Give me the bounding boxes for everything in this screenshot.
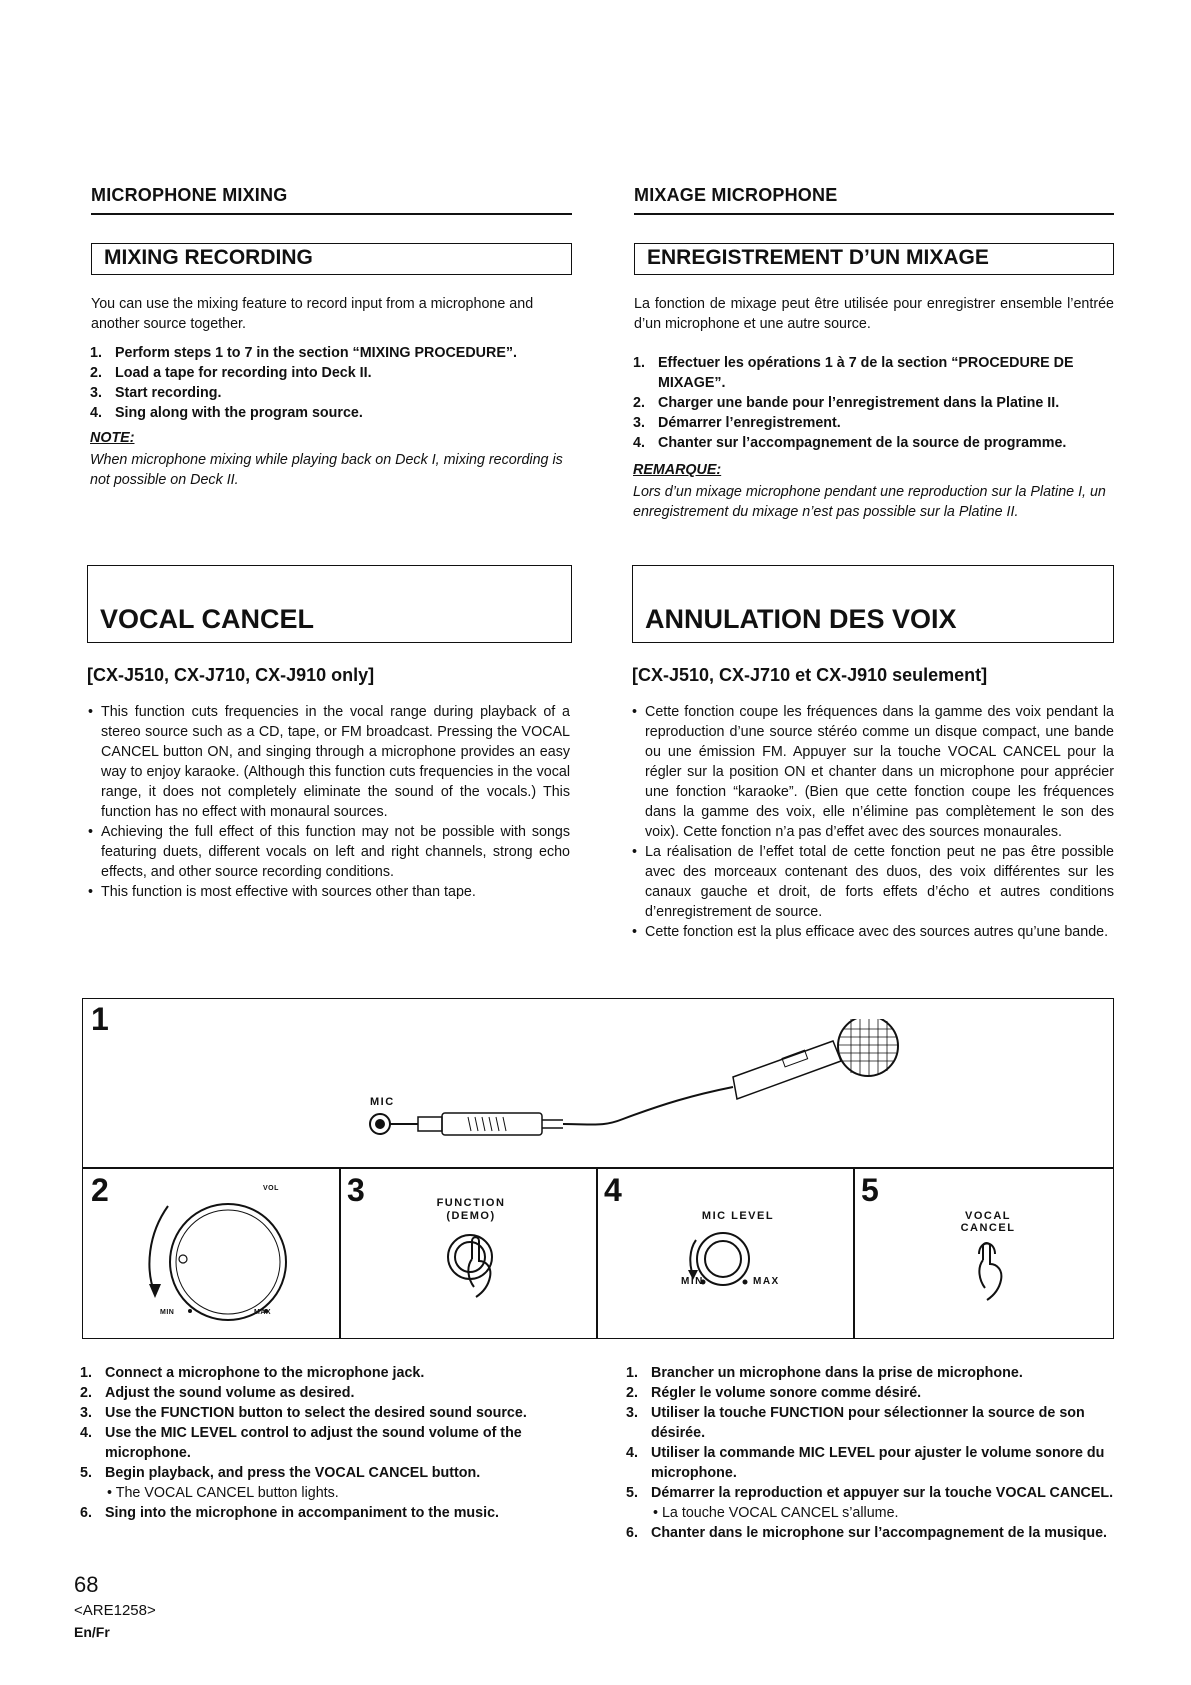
- vocal-cancel-bullets: [88, 702, 570, 902]
- list-item: 2. Charger une bande pour l’enregistrement dans la Platine II.: [633, 395, 1060, 411]
- list-item: 5. Begin playback, and press the VOCAL CANCEL button. • The VOCAL CANCEL button lights.: [80, 1465, 481, 1501]
- list-item: 4. Utiliser la commande MIC LEVEL pour ajuster le volume sonore du microphone.: [626, 1445, 1105, 1481]
- mixage-steps: [633, 353, 1115, 453]
- vocal-cancel-header: [87, 565, 572, 643]
- step-number: 2: [91, 1172, 109, 1208]
- intro-text: La fonction de mixage peut être utilisée pour enregistrer ensemble l’entrée d’un microphone et une autre source.: [634, 296, 1114, 332]
- list-item: 3. Start recording.: [90, 385, 222, 401]
- enregistrement-header: [634, 243, 1114, 275]
- demo-label: (DEMO): [446, 1210, 496, 1222]
- box-title: VOCAL CANCEL: [100, 604, 315, 634]
- max-label: MAX: [753, 1276, 780, 1287]
- list-item: • Cette fonction coupe les fréquences dans la gamme des voix pendant la reproduction d’une source stéréo comme un disque compact, une bande ou une émission FM. Appuyer sur la touche VOCAL CANCEL pour la régler sur la position ON et chanter dans un microphone pour apprécier une fonction “karaoke”. (Bien que cette fonction coupe les fréquences dans la gamme des voix, elle n’élimine pas complètement le son des voix). Cette fonction n’a pas d’effet avec des sources monaurales.: [632, 704, 1114, 840]
- step-number: 5: [861, 1172, 879, 1208]
- box-title: ENREGISTREMENT D’UN MIXAGE: [647, 246, 989, 269]
- mic-level-label: MIC LEVEL: [701, 1210, 775, 1222]
- step-number: 3: [347, 1172, 365, 1208]
- vocal-label: VOCAL: [965, 1210, 1011, 1222]
- microphone-icon: [363, 1019, 923, 1159]
- divider: [634, 213, 1114, 215]
- list-item: 5. Démarrer la reproduction et appuyer sur la touche VOCAL CANCEL. • La touche VOCAL CANCEL s’allume.: [626, 1485, 1114, 1521]
- box-title: MIXING RECORDING: [104, 246, 313, 269]
- list-item: 1. Brancher un microphone dans la prise de microphone.: [626, 1365, 1023, 1381]
- list-item: 3. Utiliser la touche FUNCTION pour sélectionner la source de son désirée.: [626, 1405, 1085, 1441]
- list-item: 1. Connect a microphone to the microphone jack.: [80, 1365, 425, 1381]
- box-title: ANNULATION DES VOIX: [645, 604, 957, 634]
- page-number: 68: [74, 1572, 99, 1597]
- procedure-steps-right: [626, 1363, 1116, 1543]
- mixing-steps: [90, 343, 575, 423]
- max-label: MAX: [254, 1309, 272, 1316]
- list-item: 4. Use the MIC LEVEL control to adjust the sound volume of the microphone.: [80, 1425, 522, 1461]
- divider: [91, 213, 572, 215]
- list-item: 6. Chanter dans le microphone sur l’accompagnement de la musique.: [626, 1525, 1108, 1541]
- list-item: 2. Adjust the sound volume as desired.: [80, 1385, 355, 1401]
- mic-level-knob-icon[interactable]: [663, 1224, 803, 1304]
- function-label: FUNCTION: [436, 1197, 506, 1209]
- list-item: 4. Chanter sur l’accompagnement de la source de programme.: [633, 435, 1067, 451]
- intro-text: You can use the mixing feature to record input from a microphone and another source together.: [91, 296, 534, 332]
- note-text: When microphone mixing while playing back on Deck I, mixing recording is not possible on Deck II.: [90, 452, 563, 488]
- vocal-cancel-button-icon[interactable]: [963, 1236, 1023, 1306]
- procedure-figure: [82, 998, 1114, 1339]
- list-item: • La réalisation de l’effet total de cette fonction peut ne pas être possible avec des morceaux contenant des duos, des voix différentes sur les canaux gauche et droit, de forts effets d’écho et autres conditions d’enregistrement de source.: [632, 844, 1114, 920]
- note-text: Lors d’un mixage microphone pendant une reproduction sur la Platine I, un enregistrement du mixage n’est pas possible sur la Platine II.: [633, 484, 1106, 520]
- annulation-header: [632, 565, 1114, 643]
- list-item: • Cette fonction est la plus efficace avec des sources autres qu’une bande.: [632, 924, 1109, 940]
- divider: [853, 1167, 855, 1338]
- divider: [596, 1167, 598, 1338]
- list-item: 3. Use the FUNCTION button to select the desired sound source.: [80, 1405, 527, 1421]
- divider: [339, 1167, 341, 1338]
- vol-label: VOL: [263, 1185, 279, 1192]
- list-item: 2. Load a tape for recording into Deck II.: [90, 365, 372, 381]
- models-note: [CX-J510, CX-J710, CX-J910 only]: [87, 665, 375, 685]
- document-code: <ARE1258>: [74, 1602, 156, 1619]
- note-heading: NOTE:: [90, 430, 135, 446]
- section-title-right: MIXAGE MICROPHONE: [634, 185, 838, 205]
- models-note: [CX-J510, CX-J710 et CX-J910 seulement]: [632, 665, 988, 685]
- section-title-left: MICROPHONE MIXING: [91, 185, 288, 205]
- divider: [83, 1167, 1113, 1169]
- mixing-recording-header: [91, 243, 572, 275]
- cancel-label: CANCEL: [960, 1222, 1016, 1234]
- list-item: • This function is most effective with sources other than tape.: [88, 884, 476, 900]
- list-item: 1. Effectuer les opérations 1 à 7 de la section “PROCEDURE DE MIXAGE”.: [633, 355, 1074, 391]
- procedure-steps-left: [80, 1363, 570, 1523]
- list-item: 2. Régler le volume sonore comme désiré.: [626, 1385, 922, 1401]
- list-item: 1. Perform steps 1 to 7 in the section “MIXING PROCEDURE”.: [90, 345, 517, 361]
- annulation-bullets: [632, 702, 1114, 942]
- note-heading: REMARQUE:: [633, 462, 722, 478]
- min-label: MIN: [160, 1309, 175, 1316]
- function-button-icon[interactable]: [428, 1227, 518, 1317]
- step-number: 4: [604, 1172, 622, 1208]
- list-item: • Achieving the full effect of this function may not be possible with songs featuring duets, different vocals on left and right channels, strong echo effects, and other source recording conditions.: [88, 824, 570, 880]
- list-item: 6. Sing into the microphone in accompaniment to the music.: [80, 1505, 499, 1521]
- list-item: 3. Démarrer l’enregistrement.: [633, 415, 841, 431]
- language-code: En/Fr: [74, 1624, 110, 1640]
- list-item: • This function cuts frequencies in the vocal range during playback of a stereo source such as a CD, tape, or FM broadcast. Pressing the VOCAL CANCEL button ON, and singing through a microphone provides an easy way to enjoy karaoke. (Although this function cuts frequencies in the vocal range, it does not completely eliminate the sound of the vocals.) This function has no effect with monaural sources.: [88, 704, 570, 820]
- step-number: 1: [91, 1001, 109, 1037]
- list-item: 4. Sing along with the program source.: [90, 405, 363, 421]
- mic-label: MIC: [370, 1096, 395, 1108]
- min-label: MIN: [681, 1276, 704, 1287]
